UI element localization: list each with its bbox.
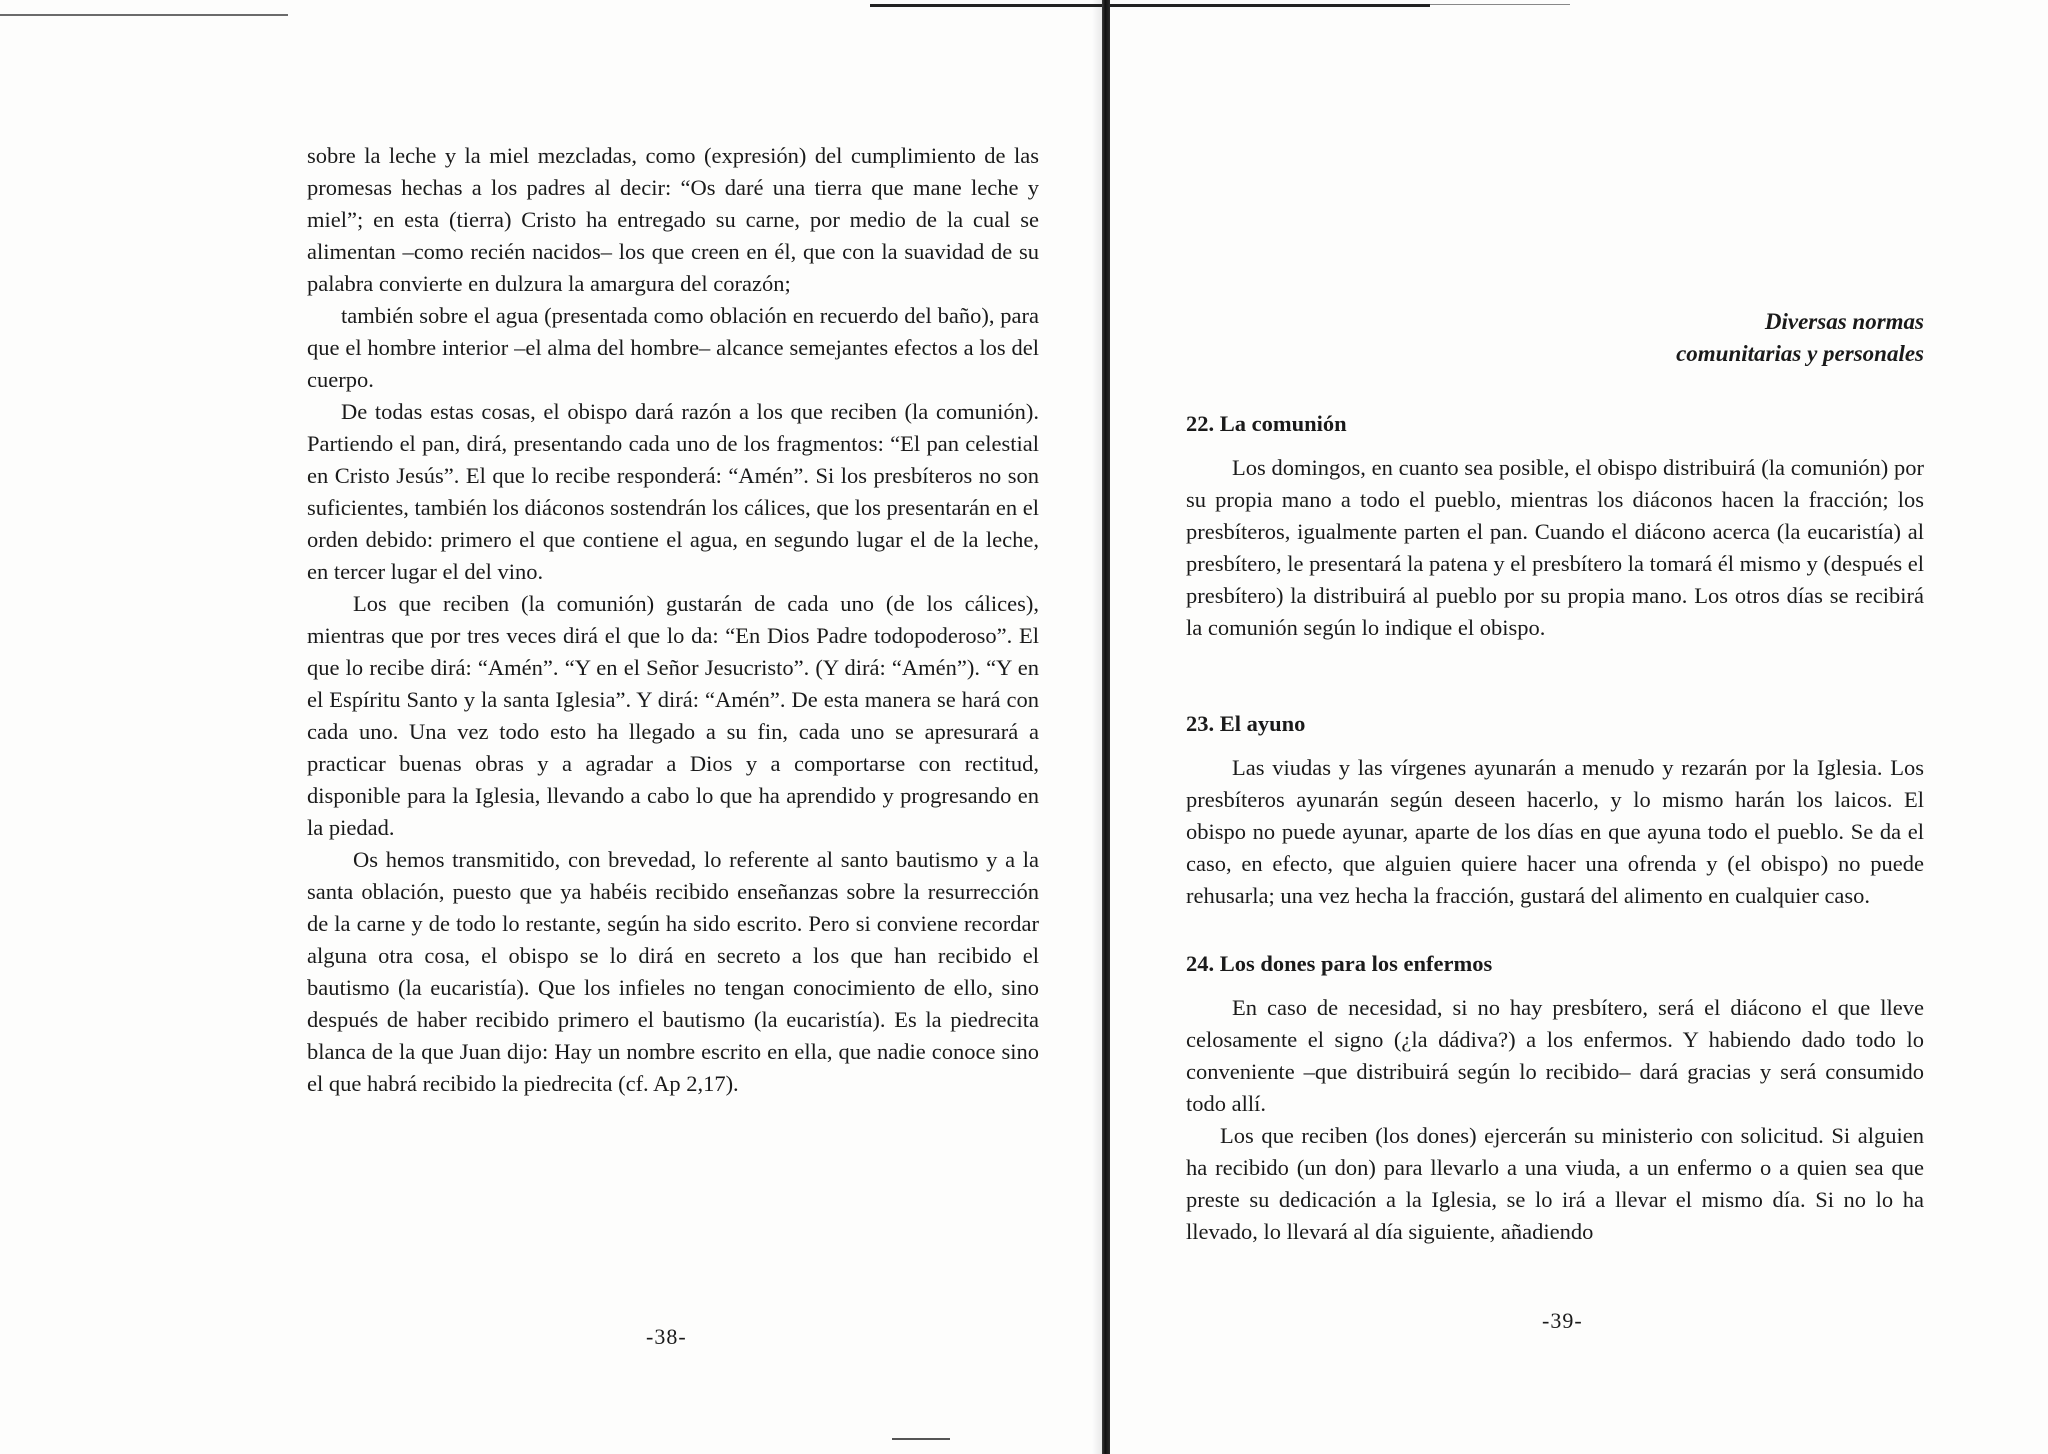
section-heading: 24. Los dones para los enfermos	[1186, 951, 1493, 976]
scan-mark	[892, 1438, 950, 1440]
section-header-line: comunitarias y personales	[1676, 341, 1924, 366]
paragraph: De todas estas cosas, el obispo dará razón a los que reciben (la comunión). Partiendo el pan, dirá, presentando cada uno de los fragmentos: “El pan celestial en Cristo Jesús”. El que lo recibe responderá: “Amén”. Si los presbíteros no son suficientes, también los diáconos sostendrán los cálices, que los presentarán en el orden debido: primero el que contiene el agua, en segundo lugar el de la leche, en tercer lugar el del vino.	[307, 399, 1039, 584]
section-heading: 22. La comunión	[1186, 411, 1347, 436]
paragraph: Os hemos transmitido, con brevedad, lo referente al santo bautismo y a la santa oblación, puesto que ya habéis recibido enseñanzas sobre la resurrección de la carne y de todo lo restante, según ha sido escrito. Pero si conviene recordar alguna otra cosa, el obispo se lo dirá en secreto a los que han recibido el bautismo (la eucaristía). Que los infieles no tengan conocimiento de ello, sino después de haber recibido primero el bautismo (la eucaristía). Es la piedrecita blanca de la que Juan dijo: Hay un nombre escrito en ella, que nadie conoce sino el que habrá recibido la piedrecita (cf. Ap 2,17).	[307, 847, 1039, 1096]
scan-edge-rule	[0, 14, 288, 16]
paragraph: Los que reciben (la comunión) gustarán de cada uno (de los cálices), mientras que por tres veces dirá el que lo da: “En Dios Padre todopoderoso”. El que lo recibe dirá: “Amén”. “Y en el Señor Jesucristo”. (Y dirá: “Amén”). “Y en el Espíritu Santo y la santa Iglesia”. Y dirá: “Amén”. De esta manera se hará con cada uno. Una vez todo esto ha llegado a su fin, cada uno se apresurará a practicar buenas obras y a agradar a Dios y a comportarse con rectitud, disponible para la Iglesia, llevando a cabo lo que ha aprendido y progresando en la piedad.	[307, 591, 1039, 840]
section-header-line: Diversas normas	[1764, 309, 1924, 334]
book-gutter	[1102, 0, 1110, 1454]
paragraph: Los domingos, en cuanto sea posible, el obispo distribuirá (la comunión) por su propia mano a todo el pueblo, mientras los diáconos hacen la fracción; los presbíteros, igualmente parten el pan. Cuando el diácono acerca (la eucaristía) al presbítero, le presentará la patena y el presbítero la tomará él mismo y (después el presbítero) la distribuirá al pueblo por su propia mano. Los otros días se recibirá la comunión según lo indique el obispo.	[1186, 455, 1924, 640]
right-page	[1186, 408, 1924, 1248]
page-number: -38-	[646, 1324, 687, 1349]
paragraph: Los que reciben (los dones) ejercerán su ministerio con solicitud. Si alguien ha recibido (un don) para llevarlo a una viuda, a un enfermo o a quien sea que preste su dedicación a la Iglesia, se lo irá a llevar el mismo día. Si no lo ha llevado, lo llevará al día siguiente, añadiendo	[1186, 1123, 1924, 1244]
paragraph: En caso de necesidad, si no hay presbítero, será el diácono el que lleve celosamente el signo (¿la dádiva?) a los enfermos. Y habiendo dado todo lo conveniente –que distribuirá según lo recibido– dará gracias y será consumido todo allí.	[1186, 995, 1924, 1116]
gutter-shadow	[1092, 0, 1102, 1454]
paragraph: también sobre el agua (presentada como oblación en recuerdo del baño), para que el hombre interior –el alma del hombre– alcance semejantes efectos a los del cuerpo.	[307, 303, 1039, 392]
paragraph: sobre la leche y la miel mezcladas, como (expresión) del cumplimiento de las promesas hechas a los padres al decir: “Os daré una tierra que mane leche y miel”; en esta (tierra) Cristo ha entregado su carne, por medio de la cual se alimentan –como recién nacidos– los que creen en él, que con la suavidad de su palabra convierte en dulzura la amargura del corazón;	[307, 143, 1039, 296]
section-heading: 23. El ayuno	[1186, 711, 1306, 736]
left-page	[307, 140, 1039, 1100]
page-number: -39-	[1542, 1308, 1583, 1333]
scan-edge-rule	[1430, 4, 1570, 5]
scan-edge-rule	[870, 4, 1430, 7]
section-header	[1676, 306, 1924, 370]
paragraph: Las viudas y las vírgenes ayunarán a menudo y rezarán por la Iglesia. Los presbíteros ayunarán según deseen hacerlo, y lo mismo harán los laicos. El obispo no puede ayunar, aparte de los días en que ayuna todo el pueblo. Se da el caso, en efecto, que alguien quiere hacer una ofrenda y (el obispo) no puede rehusarla; una vez hecha la fracción, gustará del alimento en cualquier caso.	[1186, 755, 1924, 908]
